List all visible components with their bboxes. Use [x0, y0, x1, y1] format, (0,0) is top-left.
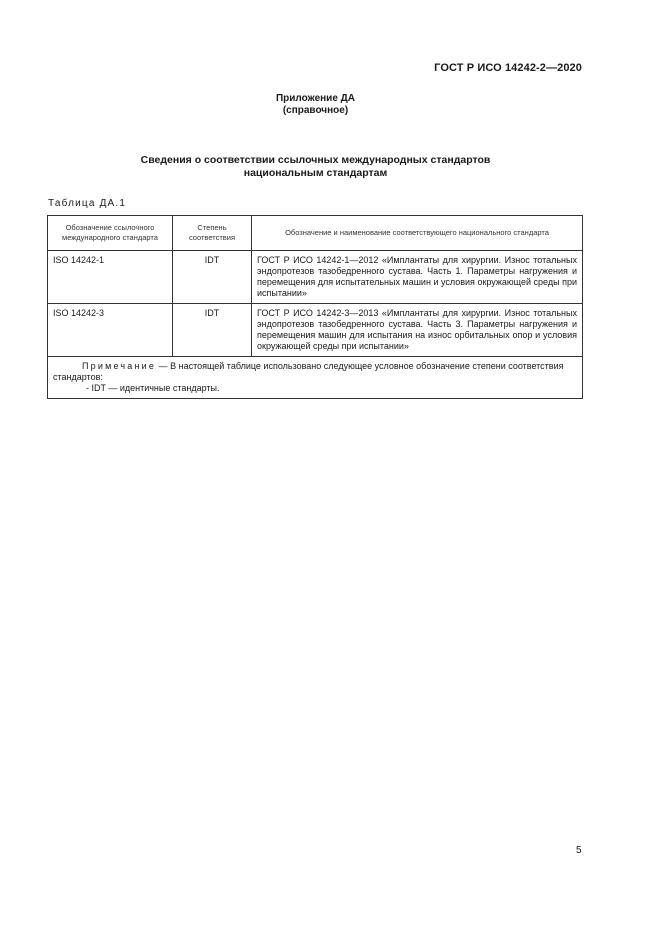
section-heading-line-1: Сведения о соответствии ссылочных международных стандартов	[140, 154, 491, 166]
note-paragraph	[53, 361, 577, 383]
section-heading	[0, 154, 631, 180]
header-national-standard: Обозначение и наименование соответствующего национального стандарта	[252, 216, 583, 251]
annex-title: Приложение ДА	[275, 93, 356, 104]
cell-degree: IDT	[173, 251, 252, 304]
table-row	[48, 304, 583, 357]
cell-national-standard: ГОСТ Р ИСО 14242-1—2012 «Имплантаты для хирургии. Износ тотальных эндопротезов тазобедренного сустава. Часть 1. Параметры нагружения и перемещения для испытательных машин и условия окружающей среды при испытании»	[252, 251, 583, 304]
page-number: 5	[576, 845, 582, 856]
table-note-row	[48, 357, 583, 399]
cell-intl-standard: ISO 14242-1	[48, 251, 173, 304]
annex-subtitle: (справочное)	[282, 105, 349, 116]
cell-national-standard: ГОСТ Р ИСО 14242-3—2013 «Имплантаты для хирургии. Износ тотальных эндопротезов тазобедренного сустава. Часть 3. Параметры нагружения и перемещения машин для испытания на износ орбитальных опор и условия окружающей среды при испытании»	[252, 304, 583, 357]
header-intl-standard: Обозначение ссылочного международного стандарта	[48, 216, 173, 251]
table-note	[48, 357, 583, 399]
correspondence-table	[47, 215, 583, 399]
cell-degree: IDT	[173, 304, 252, 357]
cell-intl-standard: ISO 14242-3	[48, 304, 173, 357]
standard-number: ГОСТ Р ИСО 14242-2—2020	[434, 62, 582, 74]
note-item: - IDT — идентичные стандарты.	[86, 383, 220, 393]
header-degree: Степень соответствия	[173, 216, 252, 251]
annex-title-block	[0, 93, 631, 117]
table-header-row	[48, 216, 583, 251]
section-heading-line-2: национальным стандартам	[243, 167, 388, 179]
note-label: Примечание	[82, 361, 157, 371]
table-row	[48, 251, 583, 304]
note-text: — В настоящей таблице использовано следующее условное обозначение степени соответствия стандартов:	[53, 361, 564, 382]
table-caption: Таблица ДА.1	[48, 198, 127, 209]
